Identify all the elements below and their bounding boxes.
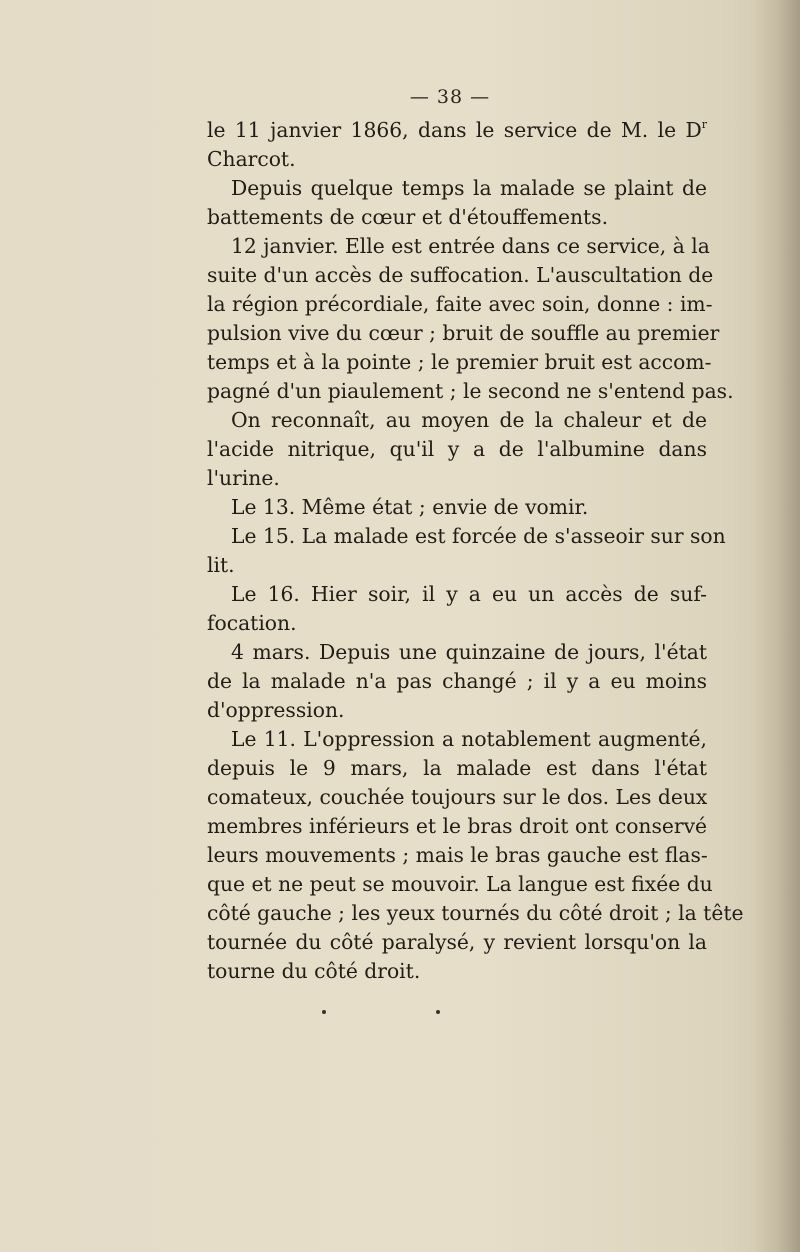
text-line [207,348,712,377]
text-line [207,319,720,348]
text-line-content: la région précordiale, faite avec soin, donne : im- [207,292,713,316]
section-end-dots [320,1010,450,1020]
text-line-content: tourne du côté droit. [207,959,421,983]
text-line [207,725,707,754]
text-line-content: On reconnaît, au moyen de la chaleur et de [231,408,707,432]
text-line-content: tournée du côté paralysé, y revient lorsqu'on la [207,930,707,954]
text-line [207,145,707,174]
text-line-content: côté gauche ; les yeux tournés du côté droit ; la tête [207,901,744,925]
text-line-content: suite d'un accès de suffocation. L'auscultation de [207,263,714,287]
text-line-content: depuis le 9 mars, la malade est dans l'état [207,756,707,780]
text-line [207,580,707,609]
text-line-content: d'oppression. [207,698,345,722]
text-line [207,203,707,232]
text-line-content: membres inférieurs et le bras droit ont conservé [207,814,708,838]
page-edge-shadow [752,0,800,1252]
body-text [207,116,744,986]
text-line [207,667,707,696]
text-line-content: que et ne peut se mouvoir. La langue est fixée du [207,872,713,896]
text-line-content: leurs mouvements ; mais le bras gauche est flas- [207,843,708,867]
ornament-dot [436,1010,440,1014]
text-line-content: de la malade n'a pas changé ; il y a eu moins [207,669,707,693]
text-line [207,290,713,319]
text-line [207,464,707,493]
text-line-content: Le 15. La malade est forcée de s'asseoir sur son [231,524,726,548]
text-line [207,899,744,928]
text-line [207,928,707,957]
text-line [207,522,726,551]
text-line-content: 4 mars. Depuis une quinzaine de jours, l'état [231,640,707,664]
text-line [207,957,707,986]
page-number: — 38 — [409,86,491,108]
text-line [207,696,707,725]
text-line-content: Depuis quelque temps la malade se plaint de [231,176,707,200]
text-line [207,435,707,464]
text-line-content: pagné d'un piaulement ; le second ne s'entend pas. [207,379,734,403]
text-line-content: Le 16. Hier soir, il y a eu un accès de suf- [231,582,707,606]
text-line-content: temps et à la pointe ; le premier bruit est accom- [207,350,712,374]
text-line [207,551,707,580]
text-line [207,638,707,667]
text-line [207,406,707,435]
text-line [207,754,707,783]
superscript: r [701,118,707,131]
text-line-content: Charcot. [207,147,296,171]
text-line [207,841,707,870]
text-line [207,493,707,522]
text-line-content: 12 janvier. Elle est entrée dans ce service, à la [231,234,710,258]
text-line [207,232,710,261]
text-line [207,377,734,406]
text-line [207,812,707,841]
text-line-content: battements de cœur et d'étouffements. [207,205,609,229]
text-line-content: l'urine. [207,466,280,490]
text-line-content: le 11 janvier 1866, dans le service de M. le D [207,118,702,142]
text-line-content: pulsion vive du cœur ; bruit de souffle au premier [207,321,720,345]
text-line [207,116,707,145]
text-line-content: Le 13. Même état ; envie de vomir. [231,495,589,519]
text-line-content: comateux, couchée toujours sur le dos. Les deux [207,785,708,809]
ornament-dot [322,1010,326,1014]
text-line-content: focation. [207,611,297,635]
text-line [207,174,707,203]
text-line [207,783,707,812]
text-line [207,870,713,899]
text-line-content: l'acide nitrique, qu'il y a de l'albumine dans [207,437,707,461]
text-line-content: Le 11. L'oppression a notablement augmenté, [231,727,707,751]
text-line [207,261,714,290]
text-line-content: lit. [207,553,235,577]
text-line [207,609,707,638]
